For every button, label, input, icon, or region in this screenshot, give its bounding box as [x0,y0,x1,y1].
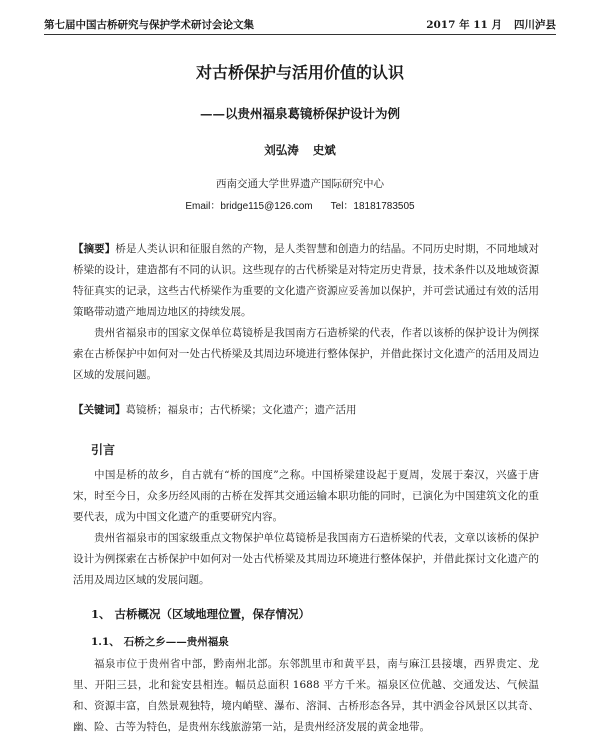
affiliation: 西南交通大学世界遗产国际研究中心 [216,178,384,190]
header-place: 四川泸县 [514,19,556,31]
section-1-1-paragraph: 福泉市位于贵州省中部，黔南州北部。东邻凯里市和黄平县，南与麻江县接壤，西界贵定、龙里、开阳三县，北和瓮安县相连。幅员总面积 1688 平方千米。福泉区位优越、交通发达、气候温和、资源丰富，自然景观独特，境内峭壁、瀑布、溶洞、古桥形态各异，其中洒金谷风景区以其奇、幽、险、古等为特色，是贵州东线旅游第一站，是贵州经济发展的黄金地带。 [73,658,539,733]
keywords [73,400,539,421]
proceedings-title: 第七届中国古桥研究与保护学术研讨会论文集 [44,19,254,31]
intro-paragraph-1: 中国是桥的故乡，自古就有“桥的国度”之称。中国桥梁建设起于夏周，发展于秦汉，兴盛于唐宋，时至今日，众多历经风雨的古桥在发挥其交通运输本职功能的同时，已演化为中国建筑文化的重要代表，成为中国文化遗产的重要研究内容。 [73,469,539,523]
author-list [0,142,600,158]
intro-paragraph-2: 贵州省福泉市的国家级重点文物保护单位葛镜桥是我国南方石造桥梁的代表，文章以该桥的保护设计为例探索在古桥保护中如何对一处古代桥梁及其周边环境进行整体保护，并借此探讨文化遗产的活用及周边区域的发展问题。 [73,532,539,586]
contact-info [0,197,600,212]
author-1: 刘弘涛 [264,143,299,157]
contact-tel: Tel：18181783505 [330,201,415,212]
section-1-1-title: 石桥之乡——贵州福泉 [123,636,229,648]
abstract-paragraph-2: 贵州省福泉市的国家文保单位葛镜桥是我国南方石造桥梁的代表，作者以该桥的保护设计为例探索在古桥保护中如何对一处古代桥梁及其周边环境进行整体保护，并借此探讨文化遗产的活用及周边区域的发展问题。 [73,327,539,381]
abstract-paragraph-1 [73,239,539,323]
keywords-text: 葛镜桥；福泉市；古代桥梁；文化遗产；遗产活用 [125,404,357,416]
keywords-label: 【关键词】 [73,404,126,416]
contact-email: Email：bridge115@126.com [185,201,313,212]
section-1-heading [91,606,310,622]
intro-heading: 引言 [91,443,116,457]
abstract-text-1: 桥是人类认识和征服自然的产物，是人类智慧和创造力的结晶。不同历史时期，不同地域对桥梁的设计，建造都有不同的认识。这些现存的古代桥梁是对特定历史背景，技术条件以及地域资源特征真实的记录，这些古代桥梁作为重要的文化遗产资源应妥善加以保护，并可尝试通过有效的活用策略带动遗产地周边地区的持续发展。 [73,243,540,318]
section-1-title: 古桥概况（区域地理位置，保存情况） [114,607,311,621]
paper-subtitle: ——以贵州福泉葛镜桥保护设计为例 [199,106,400,121]
author-2: 史斌 [312,143,336,157]
header-right [426,17,556,32]
header-date: 2017 年 11 月 [426,19,502,31]
paper-title: 对古桥保护与活用价值的认识 [195,63,404,82]
section-1-1-heading [91,634,229,649]
running-header [44,14,556,35]
section-1-number: 1、 [91,607,111,621]
section-1-1-number: 1.1、 [91,636,120,648]
abstract-label: 【摘要】 [73,243,116,255]
